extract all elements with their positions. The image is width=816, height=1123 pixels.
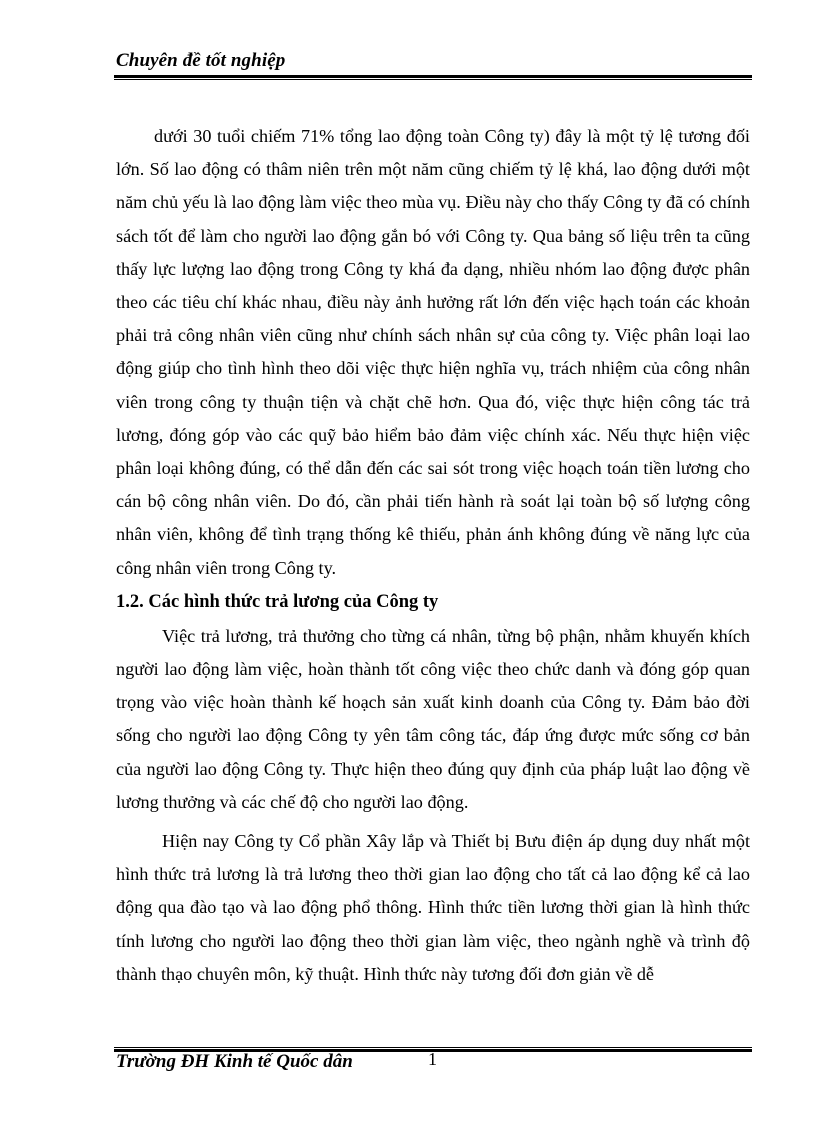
body-paragraph: dưới 30 tuổi chiếm 71% tổng lao động toàn Công ty) đây là một tỷ lệ tương đối lớn. Số lao động có thâm niên trên một năm cũng chiếm tỷ lệ khá, lao động dưới một năm chủ yếu là lao động làm việc theo mùa vụ. Điều này cho thấy Công ty đã có chính sách tốt để làm cho người lao động gắn bó với Công ty. Qua bảng số liệu trên ta cũng thấy lực lượng lao động trong Công ty khá đa dạng, nhiều nhóm lao động được phân theo các tiêu chí khác nhau, điều này ảnh hưởng rất lớn đến việc hạch toán các khoản phải trả công nhân viên cũng như chính sách nhân sự của công ty. Việc phân loại lao động giúp cho tình hình theo dõi việc thực hiện nghĩa vụ, trách nhiệm của công nhân viên trong công ty thuận tiện và chặt chẽ hơn. Qua đó, việc thực hiện công tác trả lương, đóng góp vào các quỹ bảo hiểm bảo đảm việc chính xác. Nếu thực hiện việc phân loại không đúng, có thể dẫn đến các sai sót trong việc hoạch toán tiền lương cho cán bộ công nhân viên. Do đó, cần phải tiến hành rà soát lại toàn bộ số lượng công nhân viên, không để tình trạng thống kê thiếu, phản ánh không đúng về năng lực của công nhân viên trong Công ty. bbox=[116, 126, 750, 578]
page-header-title: Chuyên đề tốt nghiệp bbox=[116, 50, 286, 71]
page-number: 1 bbox=[428, 1049, 437, 1069]
footer-school-name: Trường ĐH Kinh tế Quốc dân bbox=[116, 1051, 353, 1072]
header-divider bbox=[114, 75, 752, 80]
body-paragraph: Việc trả lương, trả thưởng cho từng cá nhân, từng bộ phận, nhằm khuyến khích người lao động làm việc, hoàn thành tốt công việc theo chức danh và đóng góp quan trọng vào việc hoàn thành kế hoạch sản xuất kinh doanh của Công ty. Đảm bảo đời sống cho người lao động Công ty yên tâm công tác, đáp ứng được mức sống cơ bản của người lao động Công ty. Thực hiện theo đúng quy định của pháp luật lao động về lương thưởng và các chế độ cho người lao động. bbox=[116, 625, 750, 812]
section-heading: 1.2. Các hình thức trả lương của Công ty bbox=[116, 591, 439, 612]
document-body bbox=[116, 120, 750, 991]
body-paragraph: Hiện nay Công ty Cổ phần Xây lắp và Thiết bị Bưu điện áp dụng duy nhất một hình thức trả lương là trả lương theo thời gian lao động cho tất cả lao động kể cả lao động qua đào tạo và lao động phổ thông. Hình thức tiền lương thời gian là hình thức tính lương cho người lao động theo thời gian làm việc, theo ngành nghề và trình độ thành thạo chuyên môn, kỹ thuật. Hình thức này tương đối đơn giản về dễ bbox=[116, 831, 750, 984]
